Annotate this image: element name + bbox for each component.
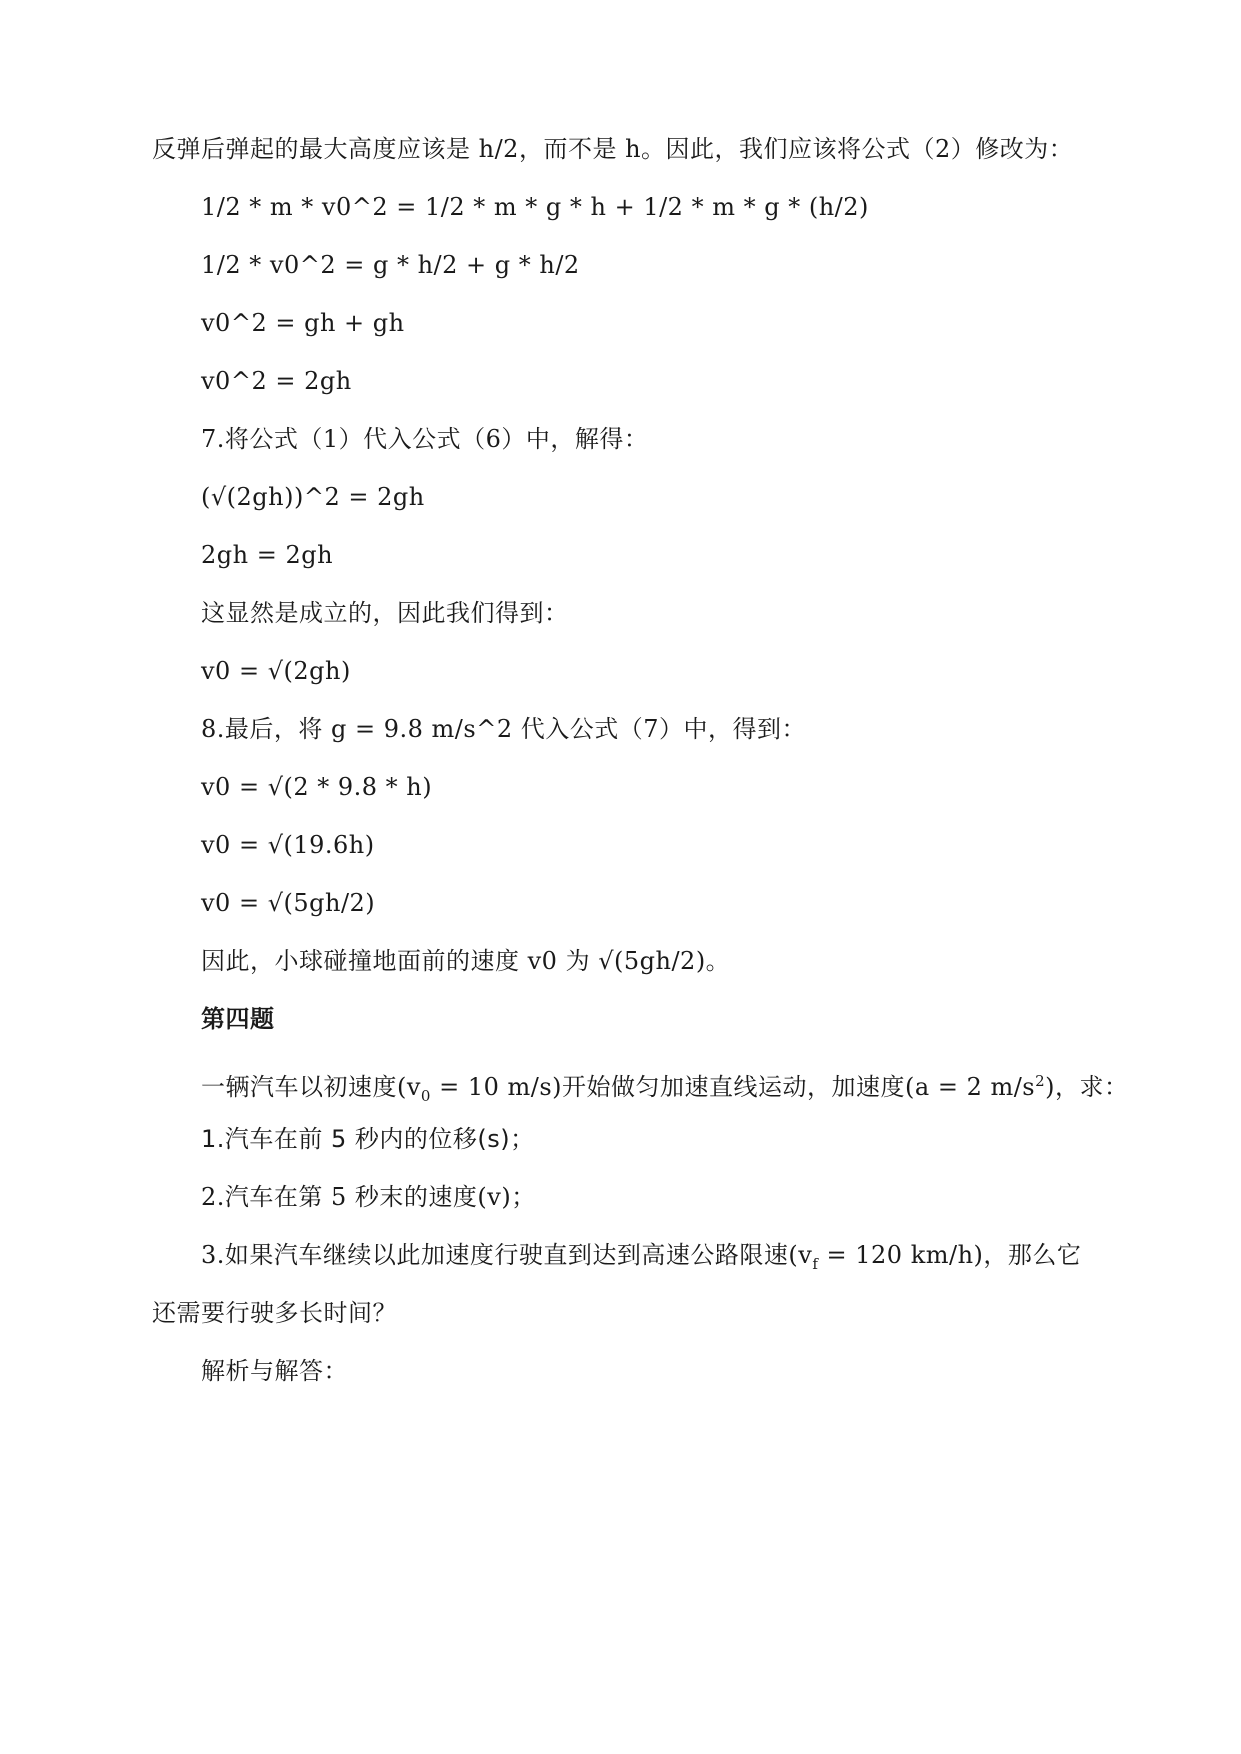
- equation-line: 2gh = 2gh: [201, 541, 334, 569]
- equation-line: v0 = √(19.6h): [201, 831, 375, 859]
- superscript: 2: [1035, 1072, 1046, 1090]
- equation-line: (√(2gh))^2 = 2gh: [201, 483, 425, 511]
- subscript: 0: [420, 1086, 431, 1105]
- equation-line: 1/2 * v0^2 = g * h/2 + g * h/2: [201, 251, 580, 279]
- equation-line: v0^2 = 2gh: [201, 367, 352, 395]
- equation-line: v0 = √(2gh): [201, 657, 351, 685]
- question-3: [201, 1238, 1081, 1281]
- section-heading: 第四题: [201, 1005, 275, 1033]
- question-3-part: = 120 km/h)，那么它: [818, 1241, 1082, 1269]
- equation-line: 1/2 * m * v0^2 = 1/2 * m * g * h + 1/2 * m * g * (h/2): [201, 193, 869, 221]
- question-3-part: 3.如果汽车继续以此加速度行驶直到达到高速公路限速(v: [201, 1241, 813, 1269]
- subscript: f: [812, 1254, 819, 1273]
- problem-intro-part: = 10 m/s)开始做匀加速直线运动，加速度(a = 2 m/s: [430, 1073, 1036, 1101]
- problem-intro: [201, 1064, 1129, 1113]
- equation-line: v0^2 = gh + gh: [201, 309, 405, 337]
- text-line: 因此，小球碰撞地面前的速度 v0 为 √(5gh/2)。: [201, 947, 731, 975]
- question-2: 2.汽车在第 5 秒末的速度(v)；: [201, 1183, 536, 1211]
- analysis-label: 解析与解答：: [201, 1357, 348, 1385]
- text-line: 7.将公式（1）代入公式（6）中，解得：: [201, 425, 649, 453]
- question-3-continued: 还需要行驶多长时间？: [152, 1299, 397, 1327]
- question-1: 1.汽车在前 5 秒内的位移(s)；: [201, 1125, 535, 1153]
- equation-line: v0 = √(5gh/2): [201, 889, 376, 917]
- text-line: 这显然是成立的，因此我们得到：: [201, 599, 569, 627]
- text-line: 反弹后弹起的最大高度应该是 h/2，而不是 h。因此，我们应该将公式（2）修改为：: [152, 135, 1074, 163]
- problem-intro-part: )，求：: [1045, 1073, 1129, 1101]
- problem-intro-part: 一辆汽车以初速度(v: [201, 1073, 421, 1101]
- text-line: 8.最后，将 g = 9.8 m/s^2 代入公式（7）中，得到：: [201, 715, 806, 743]
- equation-line: v0 = √(2 * 9.8 * h): [201, 773, 433, 801]
